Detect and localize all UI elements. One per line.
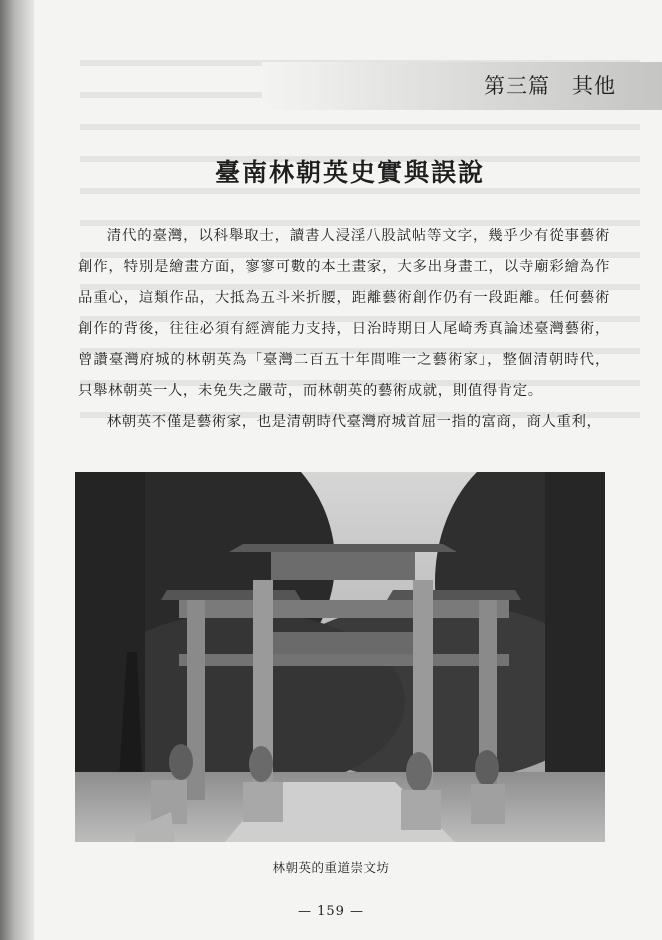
paragraph-2: 林朝英不僅是藝術家，也是清朝時代臺灣府城首屈一指的富商，商人重利， xyxy=(106,414,602,430)
book-spine-shadow xyxy=(0,0,34,940)
photo-caption: 林朝英的重道崇文坊 xyxy=(272,860,390,875)
paragraph-1: 清代的臺灣，以科舉取士，讀書人浸淫八股試帖等文字，幾乎少有從事藝術創作，特別是繪畫方面，寥寥可數的本土畫家，大多出身畫工，以寺廟彩繪為作品重心，這類作品，大抵為五斗米折腰，距離藝術創作仍有一段距離。任何藝術創作的背後，往往必須有經濟能力支持，日治時期日人尾崎秀真論述臺灣藝術，曾讚臺灣府城的林朝英為「臺灣二百五十年間唯一之藝術家」，整個清朝時代，只舉林朝英一人，未免失之嚴苛，而林朝英的藝術成就，則值得肯定。 xyxy=(78,228,610,399)
article-body xyxy=(78,221,610,438)
page-number: — 159 — xyxy=(297,904,365,919)
paifang-illustration xyxy=(75,472,605,842)
article-title: 臺南林朝英史實與誤說 xyxy=(214,158,485,187)
section-title: 第三篇 其他 xyxy=(484,74,616,98)
paifang-photo xyxy=(75,472,605,842)
